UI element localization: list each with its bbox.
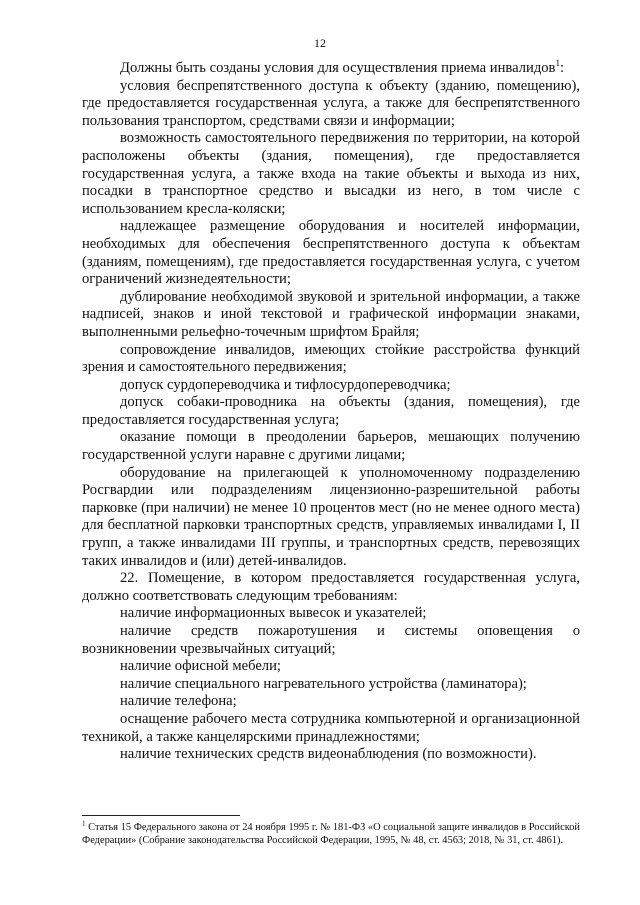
page-number: 12	[314, 36, 326, 50]
paragraph-text: Должны быть созданы условия для осуществления приема инвалидов	[120, 60, 556, 76]
list-item: дублирование необходимой звуковой и зрительной информации, а также надписей, знаков и иной текстовой и графической информации знаками, выполненными рельефно-точечным шрифтом Брайля;	[82, 288, 580, 340]
paragraph-intro	[82, 60, 580, 78]
list-item: наличие офисной мебели;	[120, 658, 281, 675]
list-item: допуск сурдопереводчика и тифлосурдопереводчика;	[120, 376, 451, 393]
list-item: наличие средств пожаротушения и системы оповещения о возникновении чрезвычайных ситуаций;	[82, 623, 580, 657]
list-item: оказание помощи в преодолении барьеров, мешающих получению государственной услуги наравне с другими лицами;	[82, 429, 580, 464]
section-paragraph: 22. Помещение, в котором предоставляется государственная услуга, должно соответствовать следующим требованиям:	[82, 570, 580, 604]
list-item: надлежащее размещение оборудования и носителей информации, необходимых для обеспечения беспрепятственного доступа к объектам (зданиям, помещениям), где предоставляется государственная услуга, с учетом ограничений жизнедеятельности;	[82, 218, 580, 288]
list-item: наличие телефона;	[120, 693, 237, 710]
list-item: наличие специального нагревательного устройства (ламинатора);	[120, 675, 527, 692]
footnote-text: Статья 15 Федерального закона от 24 ноября 1995 г. № 181-ФЗ «О социальной защите инвалидов в Российской Федерации» (Собрание законодательства Российской Федерации, 1995, № 48, ст. 4563; 2018, № 31, ст. 4861).	[82, 822, 580, 847]
list-item: оборудование на прилегающей к уполномоченному подразделению Росгвардии или подразделениям лицензионно-разрешительной работы парковке (при наличии) не менее 10 процентов мест (но не менее одного места) для бесплатной парковки транспортных средств, управляемых инвалидами I, II групп, а также инвалидами III группы, и транспортных средств, перевозящих таких инвалидов и (или) детей-инвалидов.	[82, 464, 580, 569]
list-item: оснащение рабочего места сотрудника компьютерной и организационной техникой, а также канцелярскими принадлежностями;	[82, 710, 580, 745]
list-item: наличие информационных вывесок и указателей;	[120, 605, 427, 622]
footnote	[82, 821, 580, 847]
paragraph-punctuation: :	[559, 60, 564, 76]
footnote-divider	[82, 815, 240, 816]
footnote-marker: 1	[82, 819, 86, 828]
footnote-reference: 1	[555, 58, 560, 69]
list-item: условия беспрепятственного доступа к объекту (зданию, помещению), где предоставляется государственная услуга, а также для беспрепятственного пользования транспортом, средствами связи и информации;	[82, 77, 580, 129]
document-body	[82, 60, 580, 764]
list-item: сопровождение инвалидов, имеющих стойкие расстройства функций зрения и самостоятельного передвижения;	[82, 341, 580, 376]
list-item: допуск собаки-проводника на объекты (здания, помещения), где предоставляется государственная услуга;	[82, 394, 580, 428]
list-item: наличие технических средств видеонаблюдения (по возможности).	[120, 746, 537, 763]
list-item: возможность самостоятельного передвижения по территории, на которой расположены объекты (здания, помещения), где предоставляется государственная услуга, а также входа на такие объекты и выхода из них, посадки в транспортное средство и высадки из него, в том числе с использованием кресла-коляски;	[82, 130, 580, 217]
